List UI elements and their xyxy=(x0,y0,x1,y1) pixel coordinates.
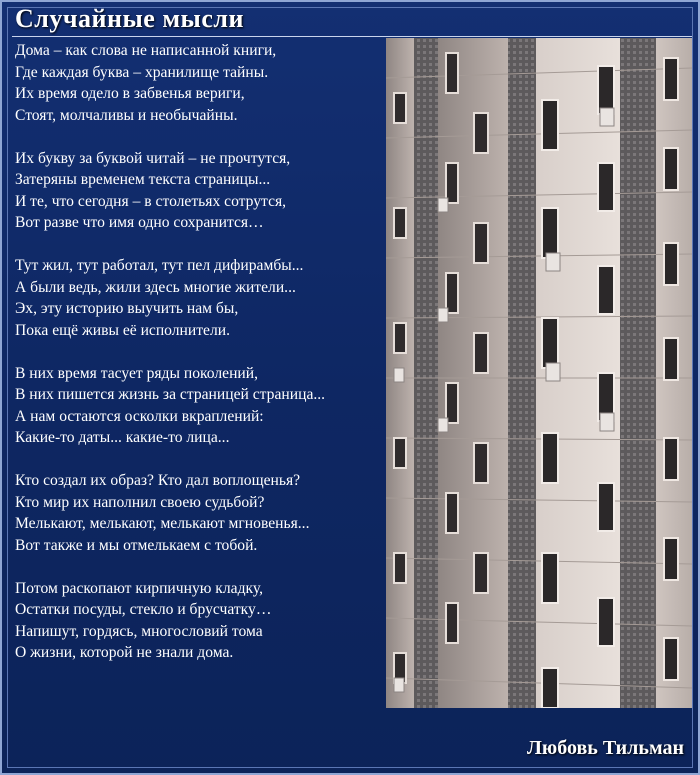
stanza xyxy=(15,363,390,449)
poem-line: Потом раскопают кирпичную кладку, xyxy=(15,579,264,597)
poem-line: А нам остаются осколки вкраплений: xyxy=(15,407,264,425)
poem-line: Кто создал их образ? Кто дал воплощенья? xyxy=(15,472,301,489)
stanza xyxy=(15,578,390,664)
poem-line: Пока ещё живы её исполнители. xyxy=(15,321,231,339)
poem-line: В них пишется жизнь за страницей страница... xyxy=(15,386,326,403)
stanza xyxy=(15,148,390,234)
poem-line: И те, что сегодня – в столетьях сотрутся, xyxy=(15,192,287,210)
poem-line: Кто мир их наполнил своею судьбой? xyxy=(15,493,265,511)
poem-line: В них время тасует ряды поколений, xyxy=(15,364,259,382)
poem-line: Вот также и мы отмелькаем с тобой. xyxy=(15,536,258,554)
poem-title: Случайные мысли xyxy=(15,4,244,33)
poem-line: О жизни, которой не знали дома. xyxy=(15,644,234,661)
poem-line: Дома – как слова не написанной книги, xyxy=(15,42,277,59)
stanza xyxy=(15,470,390,556)
poem-line: Их время одело в забвенья вериги, xyxy=(15,85,245,102)
author-signature: Любовь Тильман xyxy=(527,737,684,759)
stanza xyxy=(15,40,390,126)
poem-line: Какие-то даты... какие-то лица... xyxy=(15,429,230,446)
title-divider xyxy=(12,36,692,37)
poem-line: Затеряны временем текста страницы... xyxy=(15,171,271,188)
poem-line: Вот разве что имя одно сохранится… xyxy=(15,214,264,231)
poem-line: Где каждая буква – хранилище тайны. xyxy=(15,63,269,81)
building-photo xyxy=(386,38,692,708)
poem-line: Остатки посуды, стекло и брусчатку… xyxy=(15,601,272,618)
poem-line: Эх, эту историю выучить нам бы, xyxy=(15,300,239,317)
poem-line: Стоят, молчаливы и необычайны. xyxy=(15,106,238,124)
poem-line: Тут жил, тут работал, тут пел дифирамбы... xyxy=(15,257,304,274)
poem-line: А были ведь, жили здесь многие жители... xyxy=(15,278,296,296)
poem-line: Напишут, гордясь, многословий тома xyxy=(15,622,263,640)
poem-body xyxy=(15,40,390,685)
poem-line: Их букву за буквой читай – не прочтутся, xyxy=(15,149,291,167)
stanza xyxy=(15,255,390,341)
poem-line: Мелькают, мелькают, мелькают мгновенья... xyxy=(15,515,310,532)
